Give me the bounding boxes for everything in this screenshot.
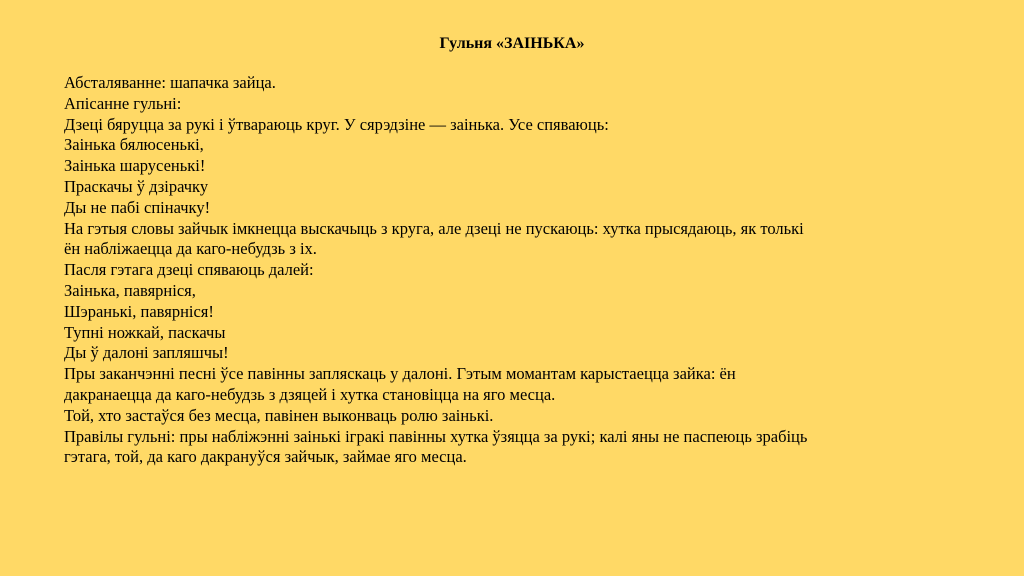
body-line: Заінька, павярніся, <box>64 280 196 300</box>
slide-body <box>64 73 964 468</box>
body-line: Пры заканчэнні песні ўсе павінны запляскаць у далоні. Гэтым момантам карыстаецца зайка: ён <box>64 364 736 384</box>
body-line: ён набліжаецца да каго-небудзь з іх. <box>64 239 317 259</box>
body-line: дакранаецца да каго-небудзь з дзяцей і хутка становіцца на яго месца. <box>64 384 556 404</box>
body-line: Шэранькі, павярніся! <box>64 301 214 321</box>
body-line: Правілы гульні: пры набліжэнні заінькі ігракі павінны хутка ўзяцца за рукі; калі яны не паспеюць зрабіць <box>64 426 808 446</box>
body-line: Ды ў далоні запляшчы! <box>64 343 229 363</box>
slide-title: Гульня «ЗАІНЬКА» <box>439 35 585 52</box>
body-line: Пасля гэтага дзеці спяваюць далей: <box>64 260 314 280</box>
body-line: Заінька шарусенькі! <box>64 156 206 176</box>
body-line: Апісанне гульні: <box>64 93 182 113</box>
body-line: На гэтыя словы зайчык імкнецца выскачыць з круга, але дзеці не пускаюць: хутка прысядаюць, як толькі <box>64 218 804 238</box>
body-line: Заінька бялюсенькі, <box>64 135 204 155</box>
body-line: Тупні ножкай, паскачы <box>64 322 226 342</box>
body-line: Ды не пабі спіначку! <box>64 197 211 217</box>
body-line: Той, хто застаўся без месца, павінен выконваць ролю заінькі. <box>64 405 494 425</box>
body-line: Праскачы ў дзірачку <box>64 176 209 196</box>
body-line: Абсталяванне: шапачка зайца. <box>64 73 276 92</box>
body-line: гэтага, той, да каго дакрануўся зайчык, займае яго месца. <box>64 447 467 467</box>
body-line: Дзеці бяруцца за рукі і ўтвараюць круг. У сярэдзіне — заінька. Усе спяваюць: <box>64 114 609 134</box>
